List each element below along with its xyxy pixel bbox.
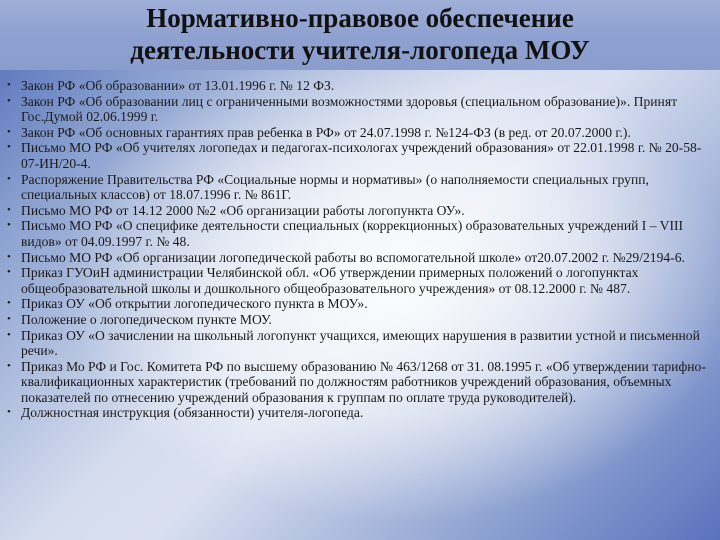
bullet-icon: • xyxy=(7,328,11,341)
list-item-text: Распоряжение Правительства РФ «Социальные нормы и нормативы» (о наполняемости специальных групп, специальных классов) от 18.07.1996 г. № 861Г. xyxy=(21,171,649,203)
list-item xyxy=(6,328,714,359)
list-item-text: Закон РФ «Об образовании лиц с ограниченными возможностями здоровья (специальном образование)». Принят Гос.Думой 02.06.1999 г. xyxy=(21,93,678,125)
bullet-icon: • xyxy=(7,94,11,107)
list-item xyxy=(6,140,714,171)
list-item-text: Закон РФ «Об образовании» от 13.01.1996 г. № 12 ФЗ. xyxy=(21,78,335,93)
list-item-text: Должностная инструкция (обязанности) учителя-логопеда. xyxy=(21,405,364,421)
bullet-icon: • xyxy=(7,203,11,216)
list-item-text: Письмо МО РФ «О специфике деятельности специальных (коррекционных) образовательных учреждений I – VIII видов» от 04.09.1997 г. № 48. xyxy=(21,218,684,249)
list-item xyxy=(6,125,714,141)
list-item xyxy=(6,265,714,296)
list-item xyxy=(6,78,714,94)
slide-title xyxy=(0,2,720,66)
bullet-icon: • xyxy=(7,141,11,154)
bullet-icon: • xyxy=(7,312,11,325)
list-item xyxy=(6,296,714,312)
list-item xyxy=(6,312,714,328)
list-item-text: Письмо МО РФ «Об учителях логопедах и педагогах-психологах учреждений образования» от 22.01.1998 г. № 20-58-07-ИН/20-4. xyxy=(21,140,702,171)
bullet-icon: • xyxy=(7,266,11,279)
list-item-text: Закон РФ «Об основных гарантиях прав ребенка в РФ» от 24.07.1998 г. №124-ФЗ (в ред. от 20.07.2000 г.). xyxy=(21,124,631,140)
list-item xyxy=(6,172,714,203)
bullet-icon: • xyxy=(7,172,11,185)
bullet-icon: • xyxy=(7,250,11,263)
list-item-text: Приказ ГУОиН администрации Челябинской обл. «Об утверждении примерных положений о логопунктах общеобразовательной школы и дошкольного общеобразовательного учреждения» от 08.12.2000 г. № 487. xyxy=(21,265,639,296)
document-list xyxy=(6,78,714,421)
list-item xyxy=(6,405,714,421)
title-line-1: Нормативно-правовое обеспечение xyxy=(146,3,574,33)
list-item-text: Приказ ОУ «Об открытии логопедического пункта в МОУ». xyxy=(21,296,368,312)
list-item-text: Положение о логопедическом пункте МОУ. xyxy=(21,311,272,327)
list-item xyxy=(6,250,714,266)
bullet-icon: • xyxy=(7,359,11,372)
bullet-icon: • xyxy=(7,125,11,138)
bullet-icon: • xyxy=(7,406,11,419)
title-bar xyxy=(0,0,720,70)
bullet-icon: • xyxy=(7,219,11,232)
list-item-text: Приказ Мо РФ и Гос. Комитета РФ по высшему образованию № 463/1268 от 31. 08.1995 г. «Об утверждении тарифно-квалификационных характеристик (требований по должностям работников учреждений образования, объемных показателей по отнесению учреждений образования к группам по оплате труда руководителей). xyxy=(21,358,706,405)
list-item xyxy=(6,359,714,406)
list-item xyxy=(6,94,714,125)
list-item-text: Письмо МО РФ от 14.12 2000 №2 «Об организации работы логопункта ОУ». xyxy=(21,202,465,218)
list-item-text: Письмо МО РФ «Об организации логопедической работы во вспомогательной школе» от20.07.2002 г. №29/2194-6. xyxy=(21,249,685,265)
bullet-icon: • xyxy=(7,79,11,91)
bullet-icon: • xyxy=(7,297,11,310)
list-item xyxy=(6,203,714,219)
list-item-text: Приказ ОУ «О зачислении на школьный логопункт учащихся, имеющих нарушения в развитии устной и письменной речи». xyxy=(21,327,700,359)
list-item xyxy=(6,218,714,249)
title-line-2: деятельности учителя-логопеда МОУ xyxy=(130,35,590,65)
